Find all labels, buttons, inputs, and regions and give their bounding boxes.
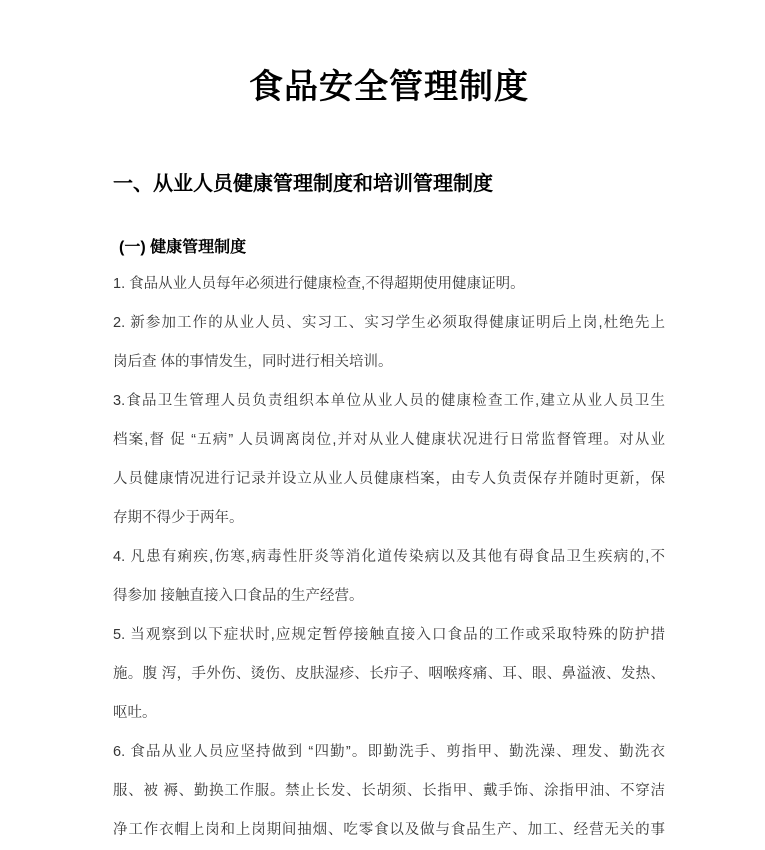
body-line: 存期不得少于两年。 [113, 510, 244, 526]
paragraph-2 [113, 304, 665, 382]
body-line: 档案,督 促 “五病” 人员调离岗位,并对从业人健康状况进行日常监督管理。对从业 [113, 432, 665, 448]
paragraph-3 [113, 382, 665, 538]
body-line: 呕吐。 [113, 705, 157, 721]
body-line: 得参加 接触直接入口食品的生产经营。 [113, 588, 364, 604]
body-line: 4. 凡患有痢疾,伤寒,病毒性肝炎等消化道传染病以及其他有碍食品卫生疾病的,不 [113, 549, 665, 565]
body-line: 5. 当观察到以下症状时,应规定暂停接触直接入口食品的工作或采取特殊的防护措 [113, 627, 665, 643]
paragraph-1 [113, 265, 665, 304]
paragraph-4 [113, 538, 665, 616]
subsection-heading: (一) 健康管理制度 [119, 239, 247, 256]
paragraph-6 [113, 733, 665, 850]
document-title: 食品安全管理制度 [249, 68, 529, 106]
body-line: 净工作衣帽上岗和上岗期间抽烟、吃零食以及做与食品生产、加工、经营无关的事 [113, 822, 665, 838]
section-heading: 一、从业人员健康管理制度和培训管理制度 [113, 173, 493, 195]
document-content [113, 66, 665, 850]
paragraph-5 [113, 616, 665, 733]
body-line: 人员健康情况进行记录并设立从业人员健康档案，由专人负责保存并随时更新，保 [113, 471, 665, 487]
body-line: 6. 食品从业人员应坚持做到 “四勤”。即勤洗手、剪指甲、勤洗澡、理发、勤洗衣 [113, 744, 665, 760]
body-line: 3.食品卫生管理人员负责组织本单位从业人员的健康检查工作,建立从业人员卫生 [113, 393, 665, 409]
body-line: 2. 新参加工作的从业人员、实习工、实习学生必须取得健康证明后上岗,杜绝先上 [113, 315, 665, 331]
document-body [113, 265, 665, 850]
body-line: 岗后查 体的事情发生，同时进行相关培训。 [113, 354, 393, 370]
body-line: 服、被 褥、勤换工作服。禁止长发、长胡须、长指甲、戴手饰、涂指甲油、不穿洁 [113, 783, 665, 799]
body-line: 1. 食品从业人员每年必须进行健康检查,不得超期使用健康证明。 [113, 276, 525, 292]
body-line: 施。腹 泻，手外伤、烫伤、皮肤湿疹、长疖子、咽喉疼痛、耳、眼、鼻溢液、发热、 [113, 666, 665, 682]
